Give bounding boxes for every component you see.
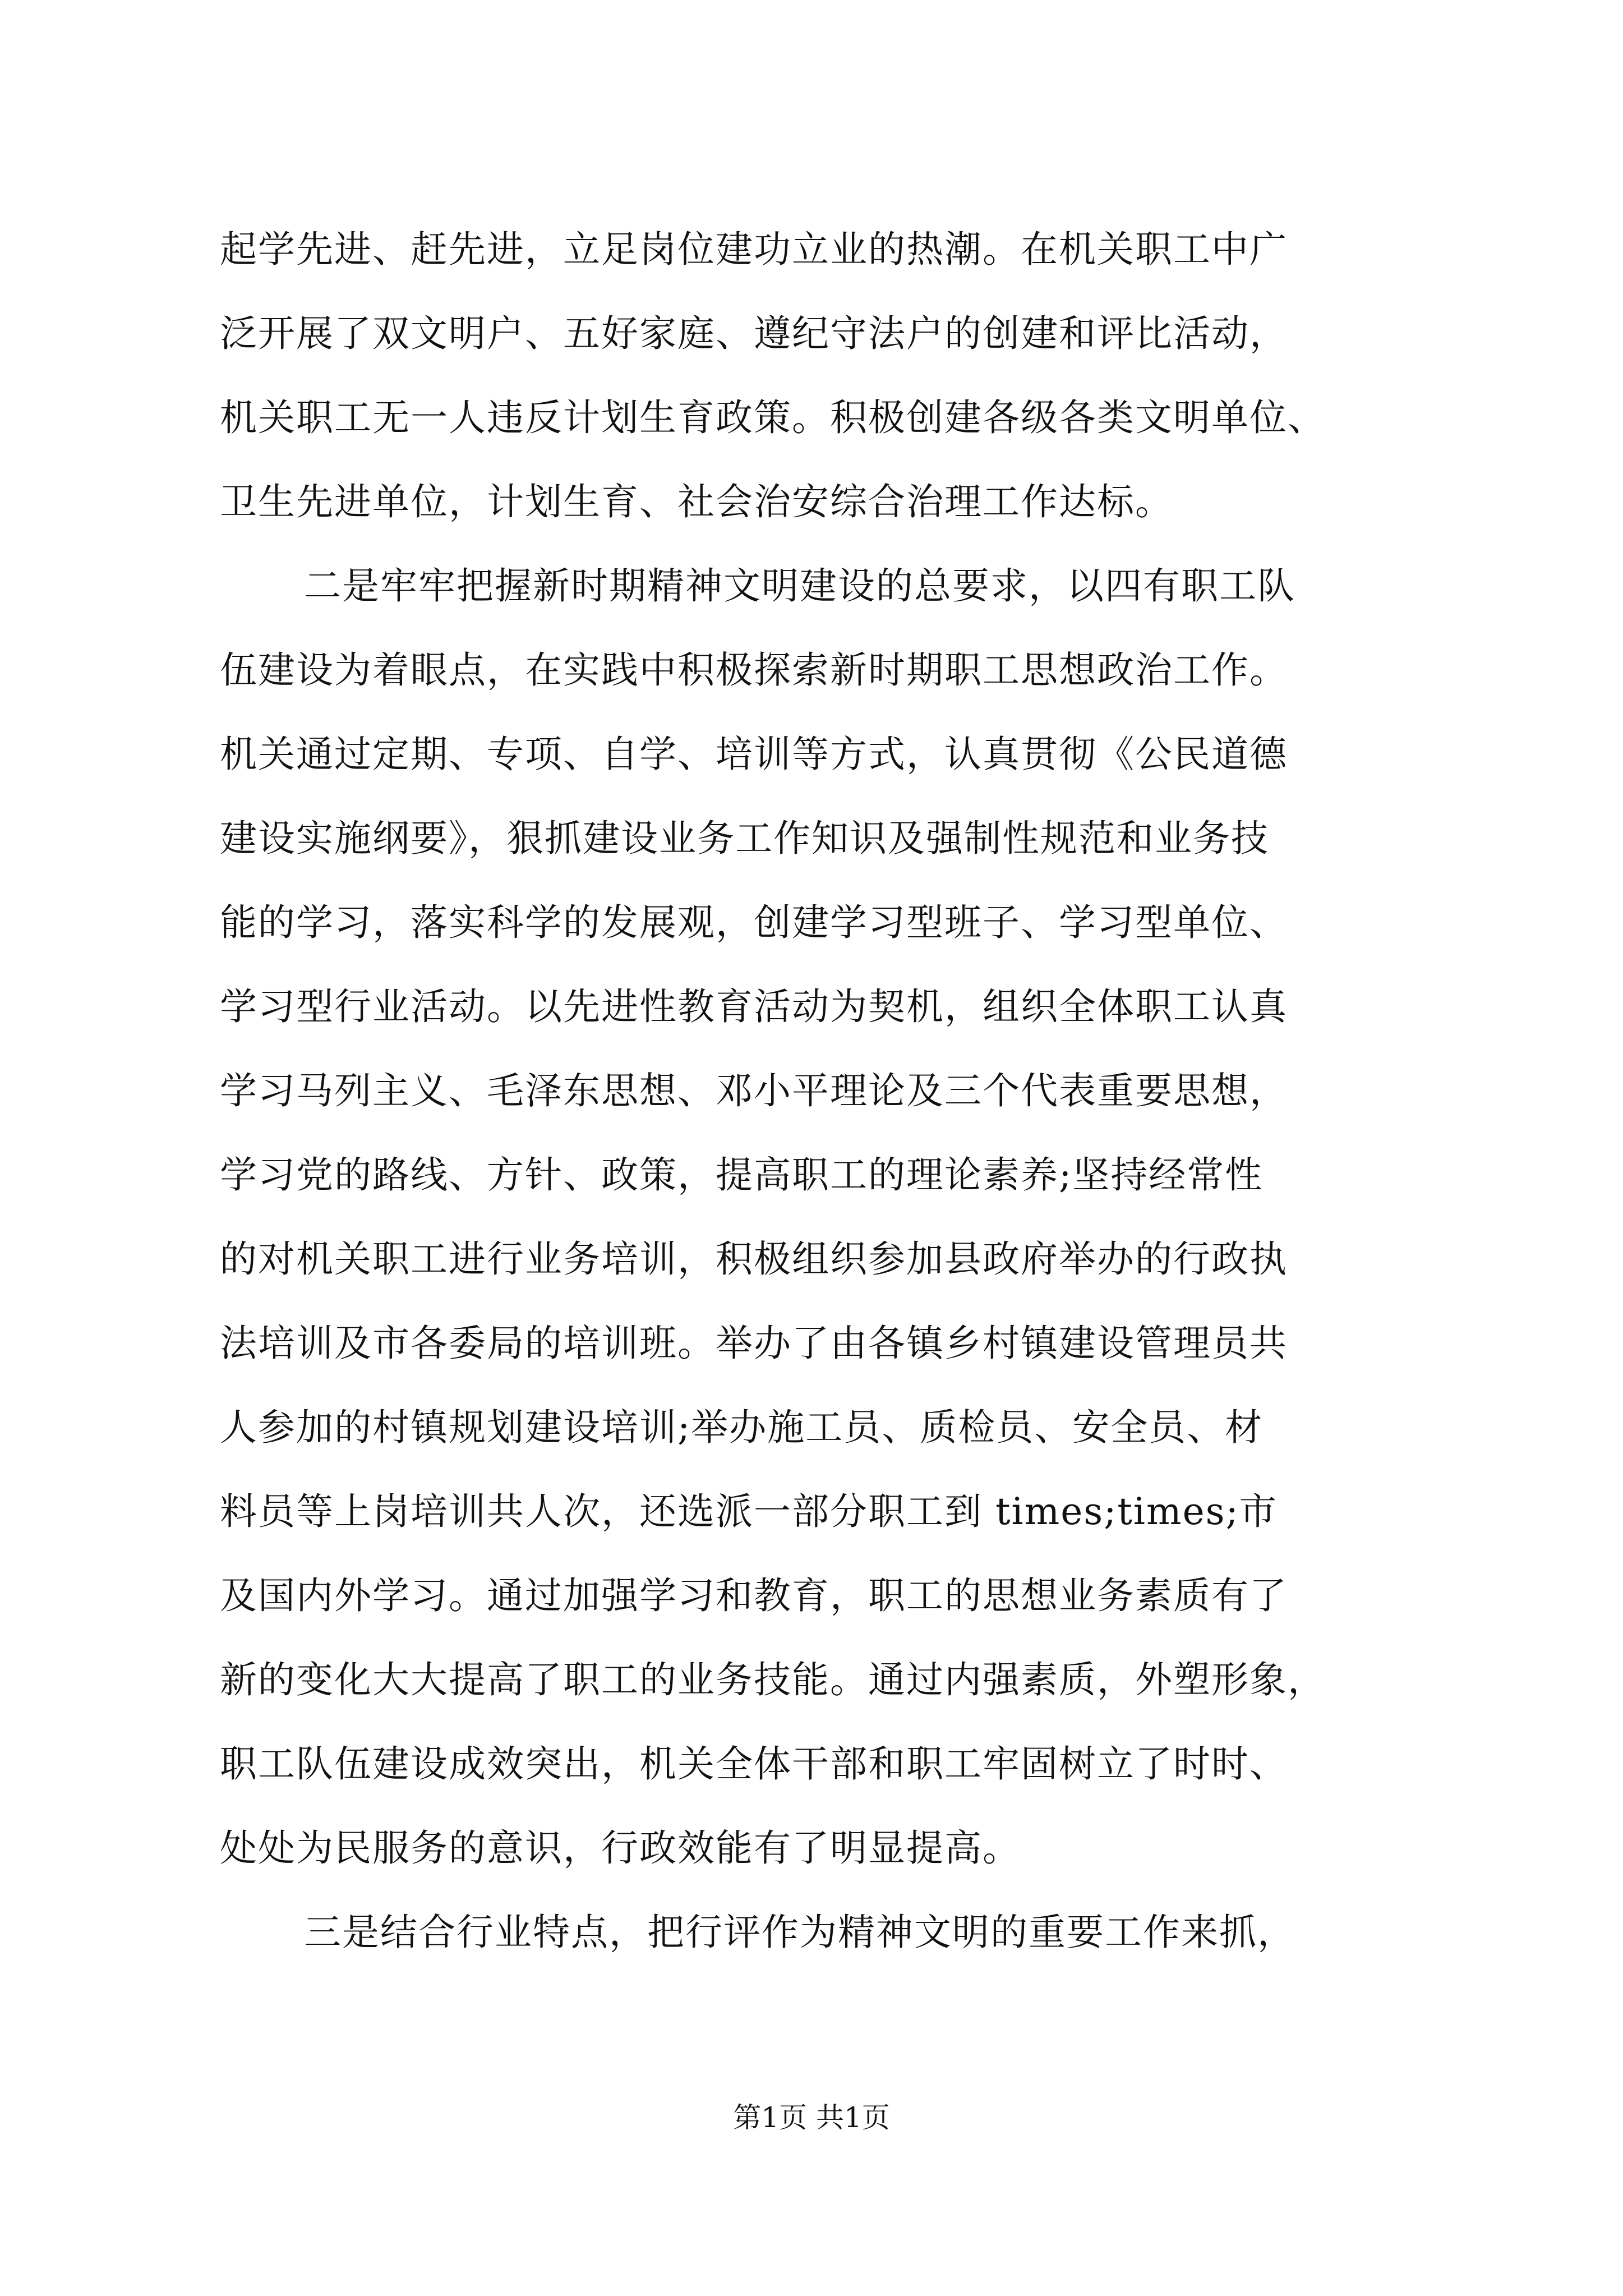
text-line: 伍建设为着眼点，在实践中积极探索新时期职工思想政治工作。 (220, 648, 1288, 692)
text-line: 新的变化大大提高了职工的业务技能。通过内强素质，外塑形象， (220, 1658, 1326, 1701)
text-line: 机关通过定期、专项、自学、培训等方式，认真贯彻《公民道德 (220, 733, 1288, 776)
text-line: 职工队伍建设成效突出，机关全体干部和职工牢固树立了时时、 (220, 1742, 1288, 1786)
text-line: 及国内外学习。通过加强学习和教育，职工的思想业务素质有了 (220, 1574, 1288, 1617)
text-line: 学习马列主义、毛泽东思想、邓小平理论及三个代表重要思想， (220, 1069, 1288, 1112)
text-line: 建设实施纲要》，狠抓建设业务工作知识及强制性规范和业务技 (220, 817, 1269, 860)
text-line: 能的学习，落实科学的发展观，创建学习型班子、学习型单位、 (220, 901, 1288, 944)
text-line: 法培训及市各委局的培训班。举办了由各镇乡村镇建设管理员共 (220, 1322, 1288, 1365)
text-line: 机关职工无一人违反计划生育政策。积极创建各级各类文明单位、 (220, 396, 1326, 439)
paragraph-start-line: 三是结合行业特点，把行评作为精神文明的重要工作来抓， (304, 1911, 1295, 1954)
text-line: 的对机关职工进行业务培训，积极组织参加县政府举办的行政执 (220, 1237, 1288, 1281)
document-body (220, 208, 1487, 1975)
text-line: 处处为民服务的意识，行政效能有了明显提高。 (220, 1826, 1021, 1870)
page-footer: 第1页 共1页 (733, 2101, 890, 2134)
paragraph-start-line: 二是牢牢把握新时期精神文明建设的总要求，以四有职工队 (304, 564, 1295, 608)
text-line: 泛开展了双文明户、五好家庭、遵纪守法户的创建和评比活动， (220, 312, 1288, 355)
text-line: 卫生先进单位，计划生育、社会治安综合治理工作达标。 (220, 480, 1173, 523)
text-line: 学习党的路线、方针、政策，提高职工的理论素养;坚持经常性 (220, 1153, 1264, 1197)
text-line: 料员等上岗培训共人次，还选派一部分职工到 times;times;市 (220, 1490, 1278, 1533)
text-line: 起学先进、赶先进，立足岗位建功立业的热潮。在机关职工中广 (220, 228, 1288, 271)
text-line: 学习型行业活动。以先进性教育活动为契机，组织全体职工认真 (220, 985, 1288, 1028)
text-line: 人参加的村镇规划建设培训;举办施工员、质检员、安全员、材 (220, 1406, 1264, 1449)
